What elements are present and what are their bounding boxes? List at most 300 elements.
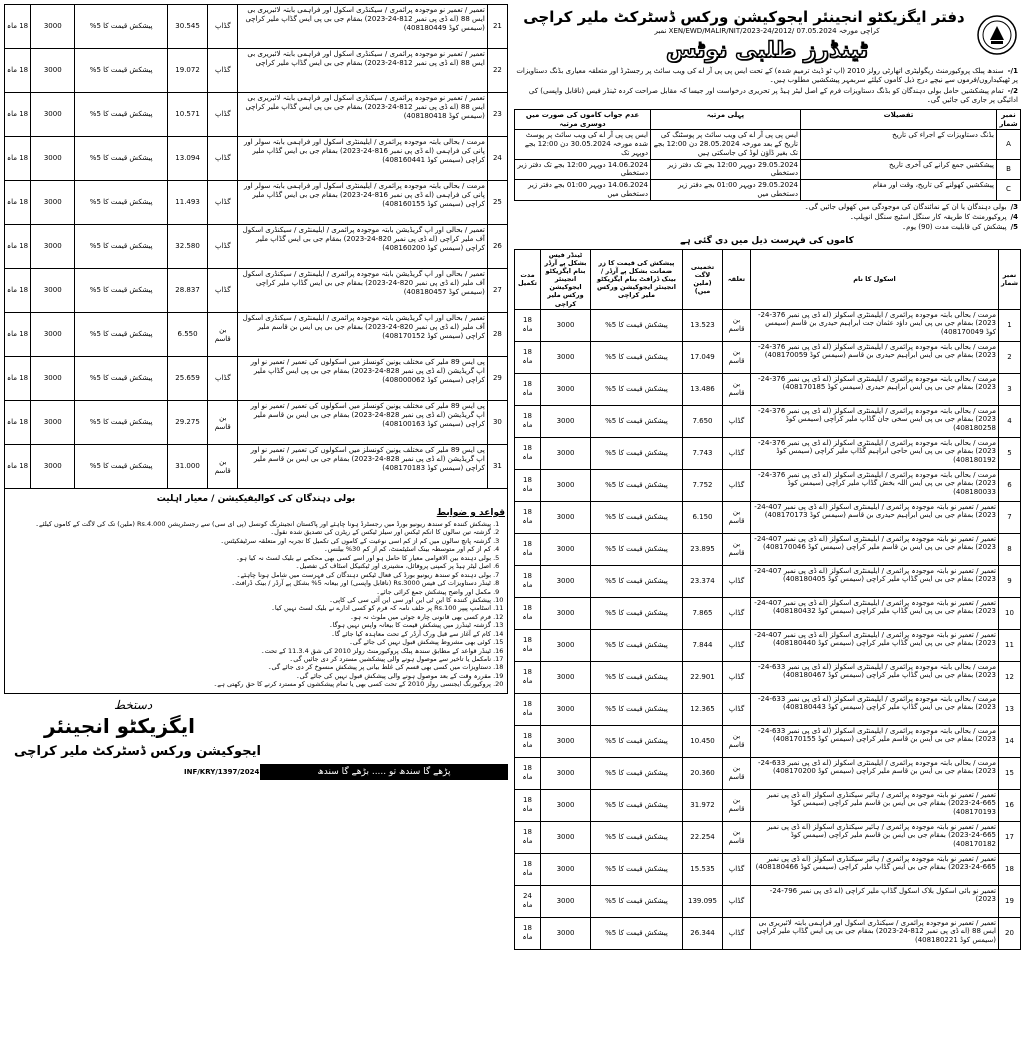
taluka: بن قاسم <box>723 725 751 757</box>
taluka: گڈاپ <box>208 49 238 93</box>
taluka: گڈاپ <box>208 269 238 313</box>
table-row <box>5 49 508 93</box>
completion-period: 18 ماہ <box>5 137 31 181</box>
table-row <box>515 373 1021 405</box>
table-row <box>515 757 1021 789</box>
school-name: تعمیر / تعمیر نو بابتہ موجودہ پرائمری / ایلیمنٹری اسکولز (اے ڈی پی نمبر 407-24-2023) بمقام جی بی ایس گڈاپ ملیر کراچی (سیمس کوڈ 408180405) <box>751 565 999 597</box>
rule-item: 7. بولی دہندہ کو سندھ ریونیو بورڈ کی فعال ٹیکس دہندگان کی فہرست میں شامل ہونا چاہئے۔ <box>5 571 491 579</box>
note-item <box>516 223 1018 232</box>
table-row <box>5 181 508 225</box>
office-title: دفتر ایگزیکٹو انجینئر ایجوکیشن ورکس ڈسٹرکٹ ملیر کراچی <box>523 8 965 26</box>
school-name: پی ایس 89 ملیر کی مختلف یونین کونسلز میں اسکولوں کی تعمیر / تعمیر نو اور اپ گریڈیشن (اے ڈی پی نمبر 828-24-2023) بمقام جی بی پی ایس گڈاپ ملیر کراچی (سیمس کوڈ 408000062) <box>238 357 487 401</box>
completion-period: 18 ماہ <box>515 565 541 597</box>
tender-fee: 3000 <box>541 693 591 725</box>
table-row <box>515 469 1021 501</box>
estimated-cost: 22.901 <box>683 661 723 693</box>
qualification-section <box>4 489 508 694</box>
taluka: گڈاپ <box>723 565 751 597</box>
completion-period: 18 ماہ <box>5 401 31 445</box>
rule-item: 4. کم از کم اور متوسطہ بینک اسٹیٹمنٹ، کم از کم 30% بیلنس۔ <box>5 545 491 553</box>
taluka: گڈاپ <box>208 137 238 181</box>
rule-item: 19. مقررہ وقت کے بعد موصول ہونے والی پیشکش قبول نہیں کی جائے گی۔ <box>5 672 491 680</box>
serial-number: 4 <box>999 405 1021 437</box>
signature-title: ایگزیکٹو انجینئر <box>44 713 195 738</box>
completion-period: 18 ماہ <box>5 445 31 489</box>
earnest-money: پیشکش قیمت کا 5% <box>591 917 683 949</box>
estimated-cost: 25.659 <box>167 357 207 401</box>
earnest-money: پیشکش قیمت کا 5% <box>75 49 168 93</box>
completion-period: 18 ماہ <box>515 821 541 853</box>
serial-number: 1 <box>999 309 1021 341</box>
taluka: بن قاسم <box>723 821 751 853</box>
tender-fee: 3000 <box>541 853 591 885</box>
table-row <box>515 565 1021 597</box>
school-name: تعمیر / تعمیر نو موجودہ پرائمری / سیکنڈری اسکول اور فراہمی بابتہ لائبریری بی ایس 88 (اے ڈی پی نمبر 812-24-2023) بمقام جی بی ایس گڈاپ ملیر کراچی <box>238 49 487 93</box>
tender-fee: 3000 <box>541 501 591 533</box>
table-row <box>515 501 1021 533</box>
tender-fee: 3000 <box>31 137 75 181</box>
earnest-money: پیشکش قیمت کا 5% <box>591 757 683 789</box>
serial-number: 17 <box>999 821 1021 853</box>
tender-fee: 3000 <box>541 469 591 501</box>
earnest-money: پیشکش قیمت کا 5% <box>591 373 683 405</box>
taluka: گڈاپ <box>723 469 751 501</box>
works-header-cell: اسکول کا نام <box>751 249 999 309</box>
works-header-cell: تخمینی لاگت (ملین میں) <box>683 249 723 309</box>
earnest-money: پیشکش قیمت کا 5% <box>591 885 683 917</box>
serial-number: 9 <box>999 565 1021 597</box>
tender-fee: 3000 <box>541 341 591 373</box>
notice-banner <box>514 38 1020 63</box>
completion-period: 18 ماہ <box>515 693 541 725</box>
earnest-money: پیشکش قیمت کا 5% <box>591 629 683 661</box>
taluka: بن قاسم <box>208 445 238 489</box>
completion-period: 18 ماہ <box>515 725 541 757</box>
table-row <box>515 629 1021 661</box>
tender-fee: 3000 <box>31 313 75 357</box>
school-name: تعمیر / تعمیر نو بابتہ موجودہ پرائمری / ہائیر سیکنڈری اسکولز (اے ڈی پی نمبر 665-24-2023) بمقام جی بی ایس گڈاپ ملیر کراچی (سیمس کوڈ 408180466) <box>751 853 999 885</box>
sindh-government-emblem-icon <box>976 14 1018 56</box>
works-table <box>514 249 1021 950</box>
earnest-money: پیشکش قیمت کا 5% <box>591 661 683 693</box>
tender-fee: 3000 <box>31 181 75 225</box>
intro-text: تمام پیشکشیں حامل بولی دہندگان کو بڈنگ دستاویزات فرم کے اصل لیٹر ہیڈ پر تحریری درخواست اور جیسا کہ مقابل صراحت کردہ ٹینڈر فیس (ناقابل واپسی) کی ادائیگی پر جاری کی جائیں گی۔ <box>528 86 1018 105</box>
schedule-table <box>514 109 1021 201</box>
table-row <box>515 853 1021 885</box>
table-row <box>515 309 1021 341</box>
tender-fee: 3000 <box>31 225 75 269</box>
estimated-cost: 11.493 <box>167 181 207 225</box>
rule-item: 12. فرم کسی بھی قانونی چارہ جوئی میں ملوث نہ ہو۔ <box>5 613 491 621</box>
school-name: مرمت / بحالی بابتہ موجودہ پرائمری / ایلیمنٹری اسکولز (اے ڈی پی نمبر 633-24-2023) بمقام جی بی ایس بن قاسم ملیر کراچی (سیمس کوڈ 408170200) <box>751 757 999 789</box>
tender-fee: 3000 <box>31 401 75 445</box>
tender-fee: 3000 <box>541 917 591 949</box>
serial-number: 16 <box>999 789 1021 821</box>
tender-fee: 3000 <box>541 565 591 597</box>
intro-paragraph <box>516 67 1018 86</box>
taluka: گڈاپ <box>208 225 238 269</box>
rule-item: 1. پیشکش کنندہ کو سندھ ریونیو بورڈ میں رجسٹرڈ ہونا چاہئے اور پاکستان انجینئرنگ کونسل (پی ای سی) سے رجسٹریشن Rs.4.000 (ملین) تک کی لاگت کے کاموں کیلئے۔ <box>5 520 491 528</box>
note-text: پیشکش کی قابلیت مدت (90) یوم۔ <box>902 223 1007 232</box>
estimated-cost: 7.743 <box>683 437 723 469</box>
taluka: بن قاسم <box>208 401 238 445</box>
signature-script: دستخط <box>114 697 153 712</box>
earnest-money: پیشکش قیمت کا 5% <box>591 853 683 885</box>
earnest-money: پیشکش قیمت کا 5% <box>591 693 683 725</box>
completion-period: 18 ماہ <box>515 629 541 661</box>
schedule-row <box>515 180 1021 201</box>
slogan-banner: پڑھے گا سندھ تو ..... بڑھے گا سندھ <box>260 764 508 780</box>
school-name: تعمیر / تعمیر نو بابتہ موجودہ پرائمری / ایلیمنٹری اسکولز (اے ڈی پی نمبر 407-24-2023) بمقام جی بی پی ایس گڈاپ ملیر کراچی (سیمس کوڈ 408180432) <box>751 597 999 629</box>
serial-number: 6 <box>999 469 1021 501</box>
table-row <box>5 5 508 49</box>
schedule-second: 14.06.2024 دوپہر 12:00 بجے تک دفتر زیر دستخطی <box>515 159 651 180</box>
taluka: بن قاسم <box>723 789 751 821</box>
table-row <box>5 313 508 357</box>
estimated-cost: 10.450 <box>683 725 723 757</box>
earnest-money: پیشکش قیمت کا 5% <box>591 821 683 853</box>
completion-period: 18 ماہ <box>5 49 31 93</box>
note-item <box>516 213 1018 222</box>
estimated-cost: 15.535 <box>683 853 723 885</box>
schedule-row <box>515 159 1021 180</box>
serial-number: 27 <box>487 269 507 313</box>
schedule-header-detail: تفصیلات <box>801 109 997 130</box>
table-row <box>5 269 508 313</box>
table-row <box>515 917 1021 949</box>
completion-period: 18 ماہ <box>5 357 31 401</box>
completion-period: 18 ماہ <box>5 269 31 313</box>
school-name: مرمت / بحالی بابتہ موجودہ پرائمری / ایلیمنٹری اسکولز (اے ڈی پی نمبر 376-24-2023) بمقام جی بی پی ایس ابراہیم حیدری (سیمس کوڈ 408170185) <box>751 373 999 405</box>
completion-period: 18 ماہ <box>515 533 541 565</box>
table-row <box>5 357 508 401</box>
left-column <box>4 4 508 814</box>
table-row <box>515 661 1021 693</box>
rule-item: 10. پیشکش کنندہ کا این ٹی این اور سی این آئی سی کی کاپی۔ <box>5 596 491 604</box>
serial-number: 20 <box>999 917 1021 949</box>
taluka: بن قاسم <box>723 309 751 341</box>
school-name: تعمیر / تعمیر نو بابتہ موجودہ پرائمری / ایلیمنٹری اسکولز (اے ڈی پی نمبر 407-24-2023) بمقام جی بی پی ایس بن قاسم ملیر کراچی (سیمس کوڈ 408170046) <box>751 533 999 565</box>
table-row <box>515 597 1021 629</box>
table-row <box>515 405 1021 437</box>
estimated-cost: 10.571 <box>167 93 207 137</box>
serial-number: 13 <box>999 693 1021 725</box>
earnest-money: پیشکش قیمت کا 5% <box>591 565 683 597</box>
completion-period: 18 ماہ <box>5 225 31 269</box>
table-row <box>515 821 1021 853</box>
completion-period: 18 ماہ <box>5 93 31 137</box>
note-number: 5/ <box>1010 223 1018 232</box>
taluka: بن قاسم <box>208 313 238 357</box>
earnest-money: پیشکش قیمت کا 5% <box>75 401 168 445</box>
earnest-money: پیشکش قیمت کا 5% <box>591 469 683 501</box>
works-list-title: کاموں کی فہرست ذیل میں دی گئی ہے <box>680 235 854 246</box>
serial-number: 10 <box>999 597 1021 629</box>
rules-title: قواعد و ضوابط <box>436 508 505 518</box>
rule-item: 18. دستاویزات میں کسی بھی قسم کی غلط بیانی پر پیشکش منسوخ کر دی جائے گی۔ <box>5 663 491 671</box>
right-column <box>514 4 1020 950</box>
taluka: بن قاسم <box>723 533 751 565</box>
earnest-money: پیشکش قیمت کا 5% <box>591 725 683 757</box>
tender-fee: 3000 <box>31 93 75 137</box>
serial-number: 14 <box>999 725 1021 757</box>
table-row <box>5 225 508 269</box>
completion-period: 18 ماہ <box>515 853 541 885</box>
taluka: بن قاسم <box>723 373 751 405</box>
earnest-money: پیشکش قیمت کا 5% <box>75 137 168 181</box>
estimated-cost: 30.545 <box>167 5 207 49</box>
tender-fee: 3000 <box>31 5 75 49</box>
works-header-cell: نمبر شمار <box>999 249 1021 309</box>
serial-number: 29 <box>487 357 507 401</box>
serial-number: 5 <box>999 437 1021 469</box>
serial-number: 23 <box>487 93 507 137</box>
school-name: مرمت / بحالی بابتہ موجودہ پرائمری / ایلیمنٹری اسکولز (اے ڈی پی نمبر 633-24-2023) بمقام جی بی ایس گڈاپ ملیر کراچی (سیمس کوڈ 408180443) <box>751 693 999 725</box>
serial-number: 8 <box>999 533 1021 565</box>
qualification-title: بولی دہندگان کی کوالیفیکیشن / معیار اہلیت <box>156 494 356 504</box>
schedule-sr: A <box>997 130 1021 159</box>
signature-dept: ایجوکیشن ورکس ڈسٹرکٹ ملیر کراچی <box>14 743 261 759</box>
school-name: تعمیر / تعمیر نو موجودہ پرائمری / سیکنڈری اسکول اور فراہمی بابتہ لائبریری بی ایس 88 (اے ڈی پی نمبر 812-24-2023) بمقام جی بی پی ایس گڈاپ ملیر کراچی (سیمس کوڈ 408180221) <box>751 917 999 949</box>
completion-period: 24 ماہ <box>515 885 541 917</box>
rule-item: 5. بولی دہندہ بین الاقوامی معیار کا حامل ہو اور اسے کسی بھی محکمے نے بلیک لسٹ نہ کیا ہو۔ <box>5 554 491 562</box>
earnest-money: پیشکش قیمت کا 5% <box>591 501 683 533</box>
earnest-money: پیشکش قیمت کا 5% <box>591 341 683 373</box>
reference-line: نمبر XEN/EWD/MALIR/NIT/2023-24/2012/ کراچی مورخہ 07.05.2024 <box>654 27 880 35</box>
table-row <box>515 885 1021 917</box>
serial-number: 11 <box>999 629 1021 661</box>
taluka: گڈاپ <box>723 405 751 437</box>
tender-fee: 3000 <box>541 789 591 821</box>
taluka: بن قاسم <box>723 341 751 373</box>
school-name: مرمت / بحالی بابتہ موجودہ پرائمری / ایلیمنٹری اسکولز (اے ڈی پی نمبر 376-24-2023) بمقام جی بی پی ایس اللہ بخش گڈاپ ملیر کراچی (سیمس کوڈ 408180033) <box>751 469 999 501</box>
estimated-cost: 6.550 <box>167 313 207 357</box>
taluka: گڈاپ <box>208 357 238 401</box>
taluka: بن قاسم <box>723 757 751 789</box>
completion-period: 18 ماہ <box>515 661 541 693</box>
intro-paragraph <box>516 87 1018 106</box>
signature-block <box>4 694 508 814</box>
header <box>514 8 1020 63</box>
estimated-cost: 20.360 <box>683 757 723 789</box>
tender-fee: 3000 <box>541 661 591 693</box>
estimated-cost: 7.650 <box>683 405 723 437</box>
estimated-cost: 23.374 <box>683 565 723 597</box>
estimated-cost: 31.972 <box>683 789 723 821</box>
tender-fee: 3000 <box>541 885 591 917</box>
serial-number: 3 <box>999 373 1021 405</box>
earnest-money: پیشکش قیمت کا 5% <box>75 225 168 269</box>
earnest-money: پیشکش قیمت کا 5% <box>591 533 683 565</box>
rule-item: 3. گزشتہ پانچ سالوں میں کم از کم اسی نوعیت کے کاموں کی تکمیل کا تجربہ اور متعلقہ سرٹیفکیٹس۔ <box>5 537 491 545</box>
tender-fee: 3000 <box>541 373 591 405</box>
taluka: گڈاپ <box>723 437 751 469</box>
serial-number: 22 <box>487 49 507 93</box>
table-row <box>5 445 508 489</box>
note-item <box>516 203 1018 212</box>
intro-number: 2/- <box>1007 86 1018 95</box>
taluka: گڈاپ <box>723 885 751 917</box>
rule-item: 9. مکمل اور واضح پیشکش جمع کرائی جائے۔ <box>5 588 491 596</box>
table-row <box>515 725 1021 757</box>
rule-item: 20. پروکیورنگ ایجنسی رولز 2010 کے تحت کسی بھی یا تمام پیشکشوں کو مسترد کرنے کا حق رکھتی ہے۔ <box>5 680 491 688</box>
earnest-money: پیشکش قیمت کا 5% <box>75 445 168 489</box>
table-row <box>515 437 1021 469</box>
estimated-cost: 19.072 <box>167 49 207 93</box>
estimated-cost: 6.150 <box>683 501 723 533</box>
table-row <box>515 693 1021 725</box>
works-header-cell: ٹینڈر فیس بشکل پے آرڈر بنام ایگزیکٹو انجینئر ایجوکیشن ورکس ملیر کراچی <box>541 249 591 309</box>
earnest-money: پیشکش قیمت کا 5% <box>75 357 168 401</box>
completion-period: 18 ماہ <box>5 5 31 49</box>
tender-fee: 3000 <box>541 405 591 437</box>
schedule-sr: B <box>997 159 1021 180</box>
serial-number: 15 <box>999 757 1021 789</box>
serial-number: 19 <box>999 885 1021 917</box>
estimated-cost: 17.049 <box>683 341 723 373</box>
tender-fee: 3000 <box>31 269 75 313</box>
intro-number: 1/- <box>1007 67 1018 75</box>
serial-number: 12 <box>999 661 1021 693</box>
taluka: گڈاپ <box>723 693 751 725</box>
schedule-first: 29.05.2024 دوپہر 01:00 بجے دفتر زیر دستخطی میں <box>651 180 801 201</box>
estimated-cost: 32.580 <box>167 225 207 269</box>
school-name: تعمیر / تعمیر نو بابتہ موجودہ پرائمری / ہائیر سیکنڈری اسکولز (اے ڈی پی نمبر 665-24-2023) بمقام جی بی ایس بن قاسم ملیر کراچی (سیمس کوڈ 408170182) <box>751 821 999 853</box>
schedule-header-sr: نمبر شمار <box>997 109 1021 130</box>
estimated-cost: 139.095 <box>683 885 723 917</box>
completion-period: 18 ماہ <box>515 917 541 949</box>
completion-period: 18 ماہ <box>5 181 31 225</box>
school-name: تعمیر / بحالی اور اپ گریڈیشن بابتہ موجودہ پرائمری / ایلیمنٹری / سیکنڈری اسکول آف ملیر کراچی (اے ڈی پی نمبر 820-24-2023) بمقام جی بی ایس گڈاپ ملیر کراچی (سیمس کوڈ 408160200) <box>238 225 487 269</box>
completion-period: 18 ماہ <box>515 501 541 533</box>
works-table-continued <box>4 4 508 489</box>
schedule-detail: بڈنگ دستاویزات کے اجراء کی تاریخ <box>801 130 997 159</box>
estimated-cost: 13.094 <box>167 137 207 181</box>
taluka: بن قاسم <box>723 501 751 533</box>
school-name: مرمت / بحالی بابتہ موجودہ پرائمری / ایلیمنٹری اسکولز (اے ڈی پی نمبر 376-24-2023) بمقام جی بی پی ایس داؤد عثمان جت ابراہیم حیدری بن قاسم (سیمس کوڈ 408170049) <box>751 309 999 341</box>
notes-list <box>514 203 1020 233</box>
earnest-money: پیشکش قیمت کا 5% <box>75 313 168 357</box>
schedule-header-second: عدم جواب کاموں کی صورت میں دوسری مرتبہ <box>515 109 651 130</box>
estimated-cost: 23.895 <box>683 533 723 565</box>
earnest-money: پیشکش قیمت کا 5% <box>75 181 168 225</box>
rule-item: 17. نامکمل یا تاخیر سے موصول ہونے والی پیشکشیں مسترد کر دی جائیں گی۔ <box>5 655 491 663</box>
rule-item: 8. ٹینڈر دستاویزات کی فیس Rs.3000 (ناقابل واپسی) اور بیعانہ 5% بشکل پے آرڈر / بینک ڈرافٹ۔ <box>5 579 491 587</box>
tender-fee: 3000 <box>541 309 591 341</box>
works-header-cell: مدت تکمیل <box>515 249 541 309</box>
estimated-cost: 31.000 <box>167 445 207 489</box>
taluka: گڈاپ <box>723 597 751 629</box>
tender-fee: 3000 <box>541 821 591 853</box>
note-text: پروکیورمنٹ کا طریقہ کار سنگل اسٹیج سنگل انویلپ۔ <box>849 212 1007 221</box>
school-name: تعمیر / تعمیر نو بابتہ موجودہ پرائمری / ایلیمنٹری اسکولز (اے ڈی پی نمبر 407-24-2023) بمقام جی بی ایس ابراہیم حیدری بن قاسم (سیمس کوڈ 408170173) <box>751 501 999 533</box>
serial-number: 31 <box>487 445 507 489</box>
schedule-sr: C <box>997 180 1021 201</box>
rule-item: 6. اصل لیٹر ہیڈ پر کمپنی پروفائل، مشینری اور ٹیکنیکل اسٹاف کی تفصیل۔ <box>5 562 491 570</box>
table-row <box>515 789 1021 821</box>
school-name: مرمت / بحالی بابتہ موجودہ پرائمری / ایلیمنٹری اسکولز (اے ڈی پی نمبر 633-24-2023) بمقام جی بی ایس گڈاپ ملیر کراچی (سیمس کوڈ 408180467) <box>751 661 999 693</box>
taluka: گڈاپ <box>723 853 751 885</box>
rule-item: 13. گزشتہ ٹینڈرز میں پیشکش قیمت کا بیعانہ واپس نہیں ہوگا۔ <box>5 621 491 629</box>
table-row <box>5 401 508 445</box>
school-name: تعمیر / تعمیر نو موجودہ پرائمری / سیکنڈری اسکول اور فراہمی بابتہ لائبریری بی ایس 88 (اے ڈی پی نمبر 812-24-2023) بمقام جی بی پی ایس گڈاپ ملیر کراچی (سیمس کوڈ 408180449) <box>238 5 487 49</box>
rule-item: 11. اسٹامپ پیپر Rs.100 پر حلف نامہ کہ فرم کو کسی ادارے نے بلیک لسٹ نہیں کیا۔ <box>5 604 491 612</box>
rules-list <box>5 520 507 689</box>
rule-item: 15. کوئی بھی مشروط پیشکش قبول نہیں کی جائے گی۔ <box>5 638 491 646</box>
earnest-money: پیشکش قیمت کا 5% <box>591 789 683 821</box>
tender-fee: 3000 <box>541 757 591 789</box>
schedule-first: ایس پی پی آر اے کی ویب سائٹ پر پوسٹنگ کی تاریخ کے بعد مورخہ 28.05.2024 دن 12:00 بجے تک بغیر ڈاؤن لوڈ کی جاسکتی ہیں <box>651 130 801 159</box>
schedule-header-first: پہلی مرتبہ <box>651 109 801 130</box>
note-number: 3/ <box>1010 202 1018 211</box>
schedule-second: ایس پی پی آر اے کی ویب سائٹ پر پوسٹ شدہ مورخہ 30.05.2024 دن 12:00 بجے دوپہر تک <box>515 130 651 159</box>
taluka: گڈاپ <box>208 181 238 225</box>
completion-period: 18 ماہ <box>515 597 541 629</box>
serial-number: 7 <box>999 501 1021 533</box>
school-name: تعمیر / بحالی اور اپ گریڈیشن بابتہ موجودہ پرائمری / ایلیمنٹری / سیکنڈری اسکول آف ملیر (اے ڈی پی نمبر 820-24-2023) بمقام جی بی پی ایس بن قاسم ملیر کراچی (سیمس کوڈ 408170152) <box>238 313 487 357</box>
school-name: مرمت / بحالی بابتہ موجودہ پرائمری / ایلیمنٹری اسکولز (اے ڈی پی نمبر 376-24-2023) بمقام جی بی پی ایس سخی جان گڈاپ ملیر کراچی (سیمس کوڈ 408180258) <box>751 405 999 437</box>
taluka: گڈاپ <box>723 629 751 661</box>
estimated-cost: 7.844 <box>683 629 723 661</box>
school-name: تعمیر / بحالی اور اپ گریڈیشن بابتہ موجودہ پرائمری / ایلیمنٹری / سیکنڈری اسکول آف ملیر (اے ڈی پی نمبر 820-24-2023) بمقام جی بی ایس گڈاپ ملیر کراچی (سیمس کوڈ 408180457) <box>238 269 487 313</box>
intro-text: سندھ پبلک پروکیورمنٹ ریگولیٹری اتھارٹی رولز 2010 (اپ ٹو ڈیٹ ترمیم شدہ) کے تحت ایس پی پی آر اے کی ویب سائٹ پر رجسٹرڈ اور متعلقہ معیاری بڈنگ دستاویزات پر ٹھیکیداروں/فرموں سے نیچے درج ذیل کاموں کیلئے سربمہر پیشکشیں مطلوب ہیں۔ <box>516 67 1018 85</box>
tender-fee: 3000 <box>31 357 75 401</box>
completion-period: 18 ماہ <box>515 373 541 405</box>
tender-fee: 3000 <box>31 49 75 93</box>
completion-period: 18 ماہ <box>515 341 541 373</box>
school-name: تعمیر / تعمیر نو بابتہ موجودہ پرائمری / ہائیر سیکنڈری اسکولز (اے ڈی پی نمبر 665-24-2023) بمقام جی بی ایس بن قاسم ملیر کراچی (سیمس کوڈ 408170193) <box>751 789 999 821</box>
serial-number: 2 <box>999 341 1021 373</box>
school-name: مرمت / بحالی بابتہ موجودہ پرائمری / ایلیمنٹری اسکول اور فراہمی بابتہ سولر اور پانی کی فراہمی (اے ڈی پی نمبر 816-24-2023) بمقام جی بی ایس گڈاپ ملیر کراچی (سیمس کوڈ 408160441) <box>238 137 487 181</box>
school-name: تعمیر / تعمیر نو بابتہ موجودہ پرائمری / ایلیمنٹری اسکولز (اے ڈی پی نمبر 407-24-2023) بمقام جی بی پی ایس گڈاپ ملیر کراچی (سیمس کوڈ 408180440) <box>751 629 999 661</box>
note-number: 4/ <box>1010 212 1018 221</box>
school-name: پی ایس 89 ملیر کی مختلف یونین کونسلز میں اسکولوں کی تعمیر / تعمیر نو اور اپ گریڈیشن (اے ڈی پی نمبر 828-24-2023) بمقام جی بی ایس بن قاسم ملیر کراچی (سیمس کوڈ 408100163) <box>238 401 487 445</box>
estimated-cost: 26.344 <box>683 917 723 949</box>
rule-item: 2. گزشتہ تین سالوں کا انکم ٹیکس اور سیلز ٹیکس کے ریٹرن کی تصدیق شدہ نقول۔ <box>5 528 491 536</box>
serial-number: 30 <box>487 401 507 445</box>
school-name: مرمت / بحالی بابتہ موجودہ پرائمری / ایلیمنٹری اسکولز (اے ڈی پی نمبر 376-24-2023) بمقام جی بی پی ایس حاجی ابراہیم گڈاپ ملیر کراچی (سیمس کوڈ 408180192) <box>751 437 999 469</box>
intro-paragraphs <box>514 67 1020 106</box>
estimated-cost: 13.486 <box>683 373 723 405</box>
serial-number: 26 <box>487 225 507 269</box>
serial-number: 21 <box>487 5 507 49</box>
taluka: گڈاپ <box>723 661 751 693</box>
completion-period: 18 ماہ <box>5 313 31 357</box>
tender-fee: 3000 <box>31 445 75 489</box>
tender-fee: 3000 <box>541 597 591 629</box>
school-name: مرمت / بحالی بابتہ موجودہ پرائمری / ایلیمنٹری اسکولز (اے ڈی پی نمبر 376-24-2023) بمقام جی بی ایس ابراہیم حیدری بن قاسم (سیمس کوڈ 408170059) <box>751 341 999 373</box>
table-row <box>5 137 508 181</box>
works-header-cell: پیشکش کی قیمت کا زر ضمانت بشکل پے آرڈر / بینک ڈرافٹ بنام ایگزیکٹو انجینئر ایجوکیشن ورکس ملیر کراچی <box>591 249 683 309</box>
notice-title: ٹینڈرز طلبی نوٹس <box>666 38 868 63</box>
tender-fee: 3000 <box>541 533 591 565</box>
earnest-money: پیشکش قیمت کا 5% <box>591 597 683 629</box>
estimated-cost: 22.254 <box>683 821 723 853</box>
schedule-row <box>515 130 1021 159</box>
earnest-money: پیشکش قیمت کا 5% <box>75 5 168 49</box>
completion-period: 18 ماہ <box>515 469 541 501</box>
works-header-cell: تعلقہ <box>723 249 751 309</box>
taluka: گڈاپ <box>723 917 751 949</box>
serial-number: 28 <box>487 313 507 357</box>
school-name: مرمت / بحالی بابتہ موجودہ پرائمری / ایلیمنٹری اسکولز (اے ڈی پی نمبر 633-24-2023) بمقام جی بی ایس بن قاسم ملیر کراچی (سیمس کوڈ 408170155) <box>751 725 999 757</box>
school-name: مرمت / بحالی بابتہ موجودہ پرائمری / ایلیمنٹری اسکول اور فراہمی بابتہ سولر اور پانی کی فراہمی (اے ڈی پی نمبر 816-24-2023) بمقام جی بی ایس گڈاپ ملیر کراچی (سیمس کوڈ 408160155) <box>238 181 487 225</box>
completion-period: 18 ماہ <box>515 757 541 789</box>
earnest-money: پیشکش قیمت کا 5% <box>591 405 683 437</box>
school-name: پی ایس 89 ملیر کی مختلف یونین کونسلز میں اسکولوں کی تعمیر / تعمیر نو اور اپ گریڈیشن (اے ڈی پی نمبر 828-24-2023) بمقام جی بی ایس بن قاسم ملیر کراچی (سیمس کوڈ 408170183) <box>238 445 487 489</box>
rule-item: 16. ٹینڈر قواعد کے مطابق سندھ پبلک پروکیورمنٹ رولز 2010 کی شق 11.3.4 کے تحت۔ <box>5 647 491 655</box>
schedule-second: 14.06.2024 دوپہر 01:00 بجے دفتر زیر دستخطی میں <box>515 180 651 201</box>
